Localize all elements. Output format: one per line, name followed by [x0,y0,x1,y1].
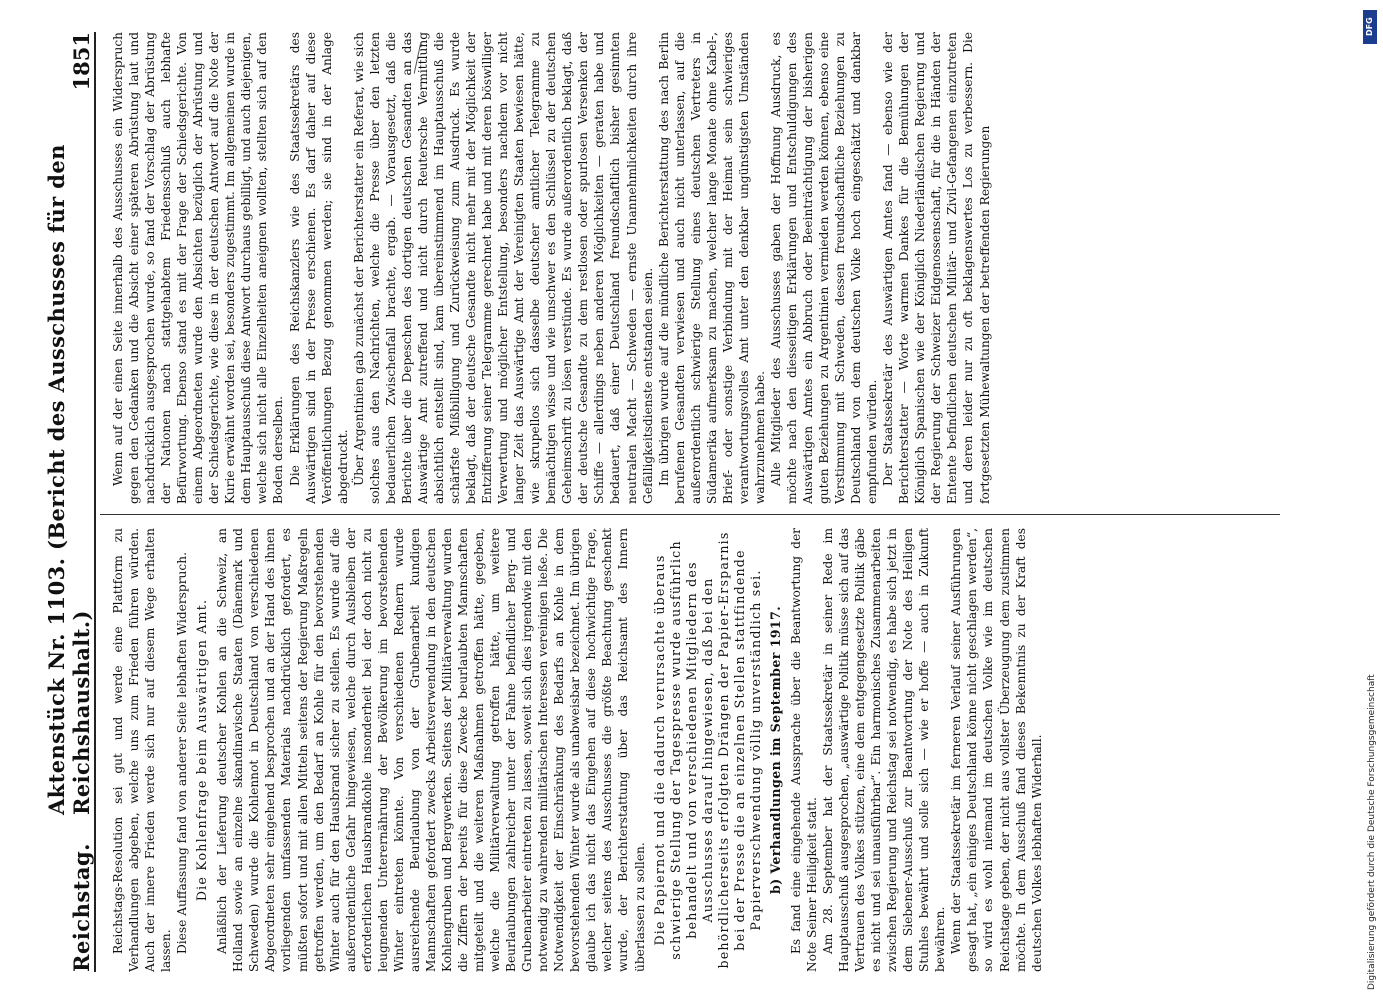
header-title: Aktenstück Nr. 1103. (Bericht des Ausschusses für den Reichshaushalt.) [44,144,94,816]
paragraph: Diese Auffassung fand von anderer Seite lebhaften Widerspruch. [175,552,190,954]
paragraph: Über Argentinien gab zunächst der Berichterstatter ein Referat, wie sich solches aus den Nachrichten, welche die Presse über den letzten bedauerlichen Zwischenfall brachte, ergab. — Vorausgesetzt, daß die Berichte über die Depeschen des dortigen deutschen Gesandten an das Auswärtige Amt zutreffend und nicht durch Reutersche Vermittlung absichtlich entstellt sind, kam übereinstimmend im Hauptausschuß die schärfste Mißbilligung und Zurückweisung zum Ausdruck. Es wurde beklagt, daß der deutsche Gesandte nicht mehr mit der Möglichkeit der Entzifferung seiner Telegramme gerechnet habe und mit deren böswilliger Verwertung und möglicher Entstellung, besonders nachdem vor nicht langer Zeit das Auswärtige Amt der Vereinigten Staaten bewiesen hätte, wie skrupellos sich dasselbe deutscher amtlicher Telegramme zu bemächtigen wisse und wie unschwer es den Schlüssel zu der deutschen Geheimschrift zu lösen verstünde. Es wurde außerordentlich beklagt, daß der deutsche Gesandte zu dem restlosen oder spurlosen Versenken der Schiffe — allerdings neben anderen Möglichkeiten — geraten habe und bedauert, daß einer Deutschland freundschaftlich bisher gesinnten neutralen Macht — Schweden — ernste Unannehmlichkeiten durch ihre Gefälligkeitsdienste entstanden seien. [351,32,655,504]
dfg-logo: DFG [1363,10,1377,44]
paragraph: Es fand eine eingehende Aussprache über die Beantwortung der Note Seiner Heiligkeit statt. [788,528,819,972]
credit-text: Digitalisierung gefördert durch die Deutsche Forschungsgemeinschaft [1367,674,1377,990]
paragraph: Wenn der Staatssekretär im ferneren Verlauf seiner Ausführungen gesagt hat, „ein einiges Deutschland könne nicht geschlagen werden“, so wird es wohl niemand im deutschen Volke wie im deutschen Reichstage geben, der nicht aus vollster Überzeugung dem zustimmen möchte. In dem Ausschuß fand dieses Bekenntnis zu der Kraft des deutschen Volkes lebhaften Widerhall. [949,528,1044,972]
section-heading: Die Papiernot und die dadurch verursachte überaus schwierige Stellung der Tagespresse wurde ausführlich behandelt und von verschiedenen Mitgliedern des Ausschusses darauf hingewiesen, daß bei den behördlicherseits erfolgten Drängen der Papier-Ersparnis bei der Presse die an einzelnen Stellen stattfindende Papierverschwendung völlig unverständlich sei. [651,531,763,969]
paragraph: Die Erklärungen des Reichskanzlers wie des Staatssekretärs des Auswärtigen sind in der Presse erschienen. Es darf daher auf diese Veröffentlichungen Bezug genommen werden; sie sind in der Anlage abgedruckt. [287,32,350,504]
section-heading: b) Verhandlungen im September 1917. [767,606,783,894]
paragraph: Reichstags-Resolution sei gut und werde eine Plattform zu Verhandlungen abgeben, welche uns zum Frieden führen würden. Auch der innere Frieden werde sich nur auf diesem Wege erhalten lassen. [111,528,174,972]
paragraph: Am 28. September hat der Staatssekretär in seiner Rede im Hauptausschuß ausgesprochen, „auswärtige Politik müsse sich auf das Vertrauen des Volkes stützen, eine dem entgegengesetzte Politik gäbe es nicht und sei unausführbar“. Ein harmonisches Zusammenarbeiten zwischen Regierung und Reichstag sei notwendig, es habe sich jetzt in dem Siebener-Ausschuß zur Beantwortung der Note des Heiligen Stuhles bewährt und solle sich — wie er hoffe — auch in Zukunft bewähren. [821,528,948,972]
page-number: 1851 [69,32,94,91]
column-divider [100,514,1280,515]
paragraph: Im übrigen wurde auf die mündliche Berichterstattung des nach Berlin berufenen Gesandten verwiesen und auch nicht unterlassen, auf die außerordentlich schwierige Stellung eines deutschen Vertreters in Südamerika aufmerksam zu machen, welcher lange Monate ohne Kabel-, Brief- oder sonstige Verbindung mit der Heimat sein schwieriges verantwortungsvolles Amt unter den denkbar ungünstigsten Umständen wahrzunehmen habe. [656,32,767,504]
right-column [110,32,1300,504]
section-heading: Die Kohlenfrage beim Auswärtigen Amt. [194,598,210,902]
paragraph: Wenn auf der einen Seite innerhalb des Ausschusses ein Widerspruch gegen den Gedanken und die Absicht einer späteren Abrüstung laut und nachdrücklich ausgesprochen wurde, so fand der Vorschlag der Abrüstung der Nationen nach stattgehabtem Friedensschluß auch lebhafte Befürwortung. Ebenso stand es mit der Frage der Schiedsgerichte. Von einem Abgeordneten wurde den Absichten bezüglich der Abrüstung und der Schiedsgerichte, wie diese in der deutschen Antwort auf die Note der Kurie erwähnt worden sei, besonders zugestimmt. Im allgemeinen wurde in dem Hauptausschuß diese Antwort durchaus gebilligt, und auch diejenigen, welche sich nicht alle Einzelheiten aneignen wollten, stellten sich auf den Boden derselben. [111,32,286,504]
paragraph: Alle Mitglieder des Ausschusses gaben der Hoffnung Ausdruck, es möchte nach den diesseitigen Erklärungen und Entschuldigungen des Auswärtigen Amtes ein Abbruch oder Beeinträchtigung der bisherigen guten Beziehungen zu Argentinien vermieden werden können, ebenso eine Verstimmung mit Schweden, dessen freundschaftliche Beziehungen zu Deutschland von dem deutschen Volke hoch eingeschätzt und dankbar empfunden würden. [768,32,880,504]
header-left: Reichstag. [69,843,94,972]
paragraph: Anläßlich der Lieferung deutscher Kohlen an die Schweiz, an Holland sowie an einzelne skandinavische Staaten (Dänemark und Schweden) wurde die Kohlennot in Deutschland von verschiedenen Abgeordneten sehr eingehend besprochen und an der Hand des ihnen vorliegenden umfassenden Materials nachdrücklich gefordert, es müßten sofort und mit allen Mitteln seitens der Regierung Maßregeln getroffen werden, um den Bedarf an Kohle für den bevorstehenden Winter auch für den Hausbrand sicher zu stellen. Es wurde auf die außerordentliche Gefahr hingewiesen, welche durch Ausbleiben der erforderlichen Hausbrandkohle insonderheit bei der doch nicht zu leugnenden Unterernährung der Bevölkerung im bevorstehenden Winter eintreten könnte. Von verschiedenen Rednern wurde ausreichende Beurlaubung von der Grubenarbeit kundigen Mannschaften gefordert zwecks Arbeitsverwendung in den deutschen Kohlengruben und Bergwerken. Seitens der Militärverwaltung wurden die Ziffern der bereits für diese Zwecke beurlaubten Mannschaften mitgeteilt und die weiteren Maßnahmen getroffen hätte, gegeben, welche die Militärverwaltung getroffen hätte, um weitere Beurlaubungen zahlreicher unter der Fahne befindlicher Berg- und Grubenarbeiter eintreten zu lassen, soweit sich dies irgendwie mit den notwendig zu wahrenden militärischen Interessen vereinigen ließe. Die Notwendigkeit der Einschränkung des Bedarfs an Kohle in dem bevorstehenden Winter wurde als unabweisbar bezeichnet. Im übrigen glaube ich das nicht das Eingehen auf diese hochwichtige Frage, welcher seitens des Ausschusses die größte Beachtung geschenkt wurde, der Berichterstattung über das Reichsamt des Innern überlassen zu sollen. [215,528,647,972]
paragraph: Der Staatssekretär des Auswärtigen Amtes fand — ebenso wie der Berichterstatter — Worte warmen Dankes für die Bemühungen der Königlich Spanischen wie der Königlich Niederländischen Regierung und der Regierung der Schweizer Eidgenossenschaft, für die in Händen der Entente befindlichen deutschen Militär- und Zivil-Gefangenen einzutreten und deren leider nur zu oft beklagenswertes Los zu verbessern. Die fortgesetzten Mühewaltungen der betreffenden Regierungen [881,32,992,504]
left-column [110,528,1250,972]
page-header [44,32,96,972]
digitization-credit [1363,10,1377,990]
